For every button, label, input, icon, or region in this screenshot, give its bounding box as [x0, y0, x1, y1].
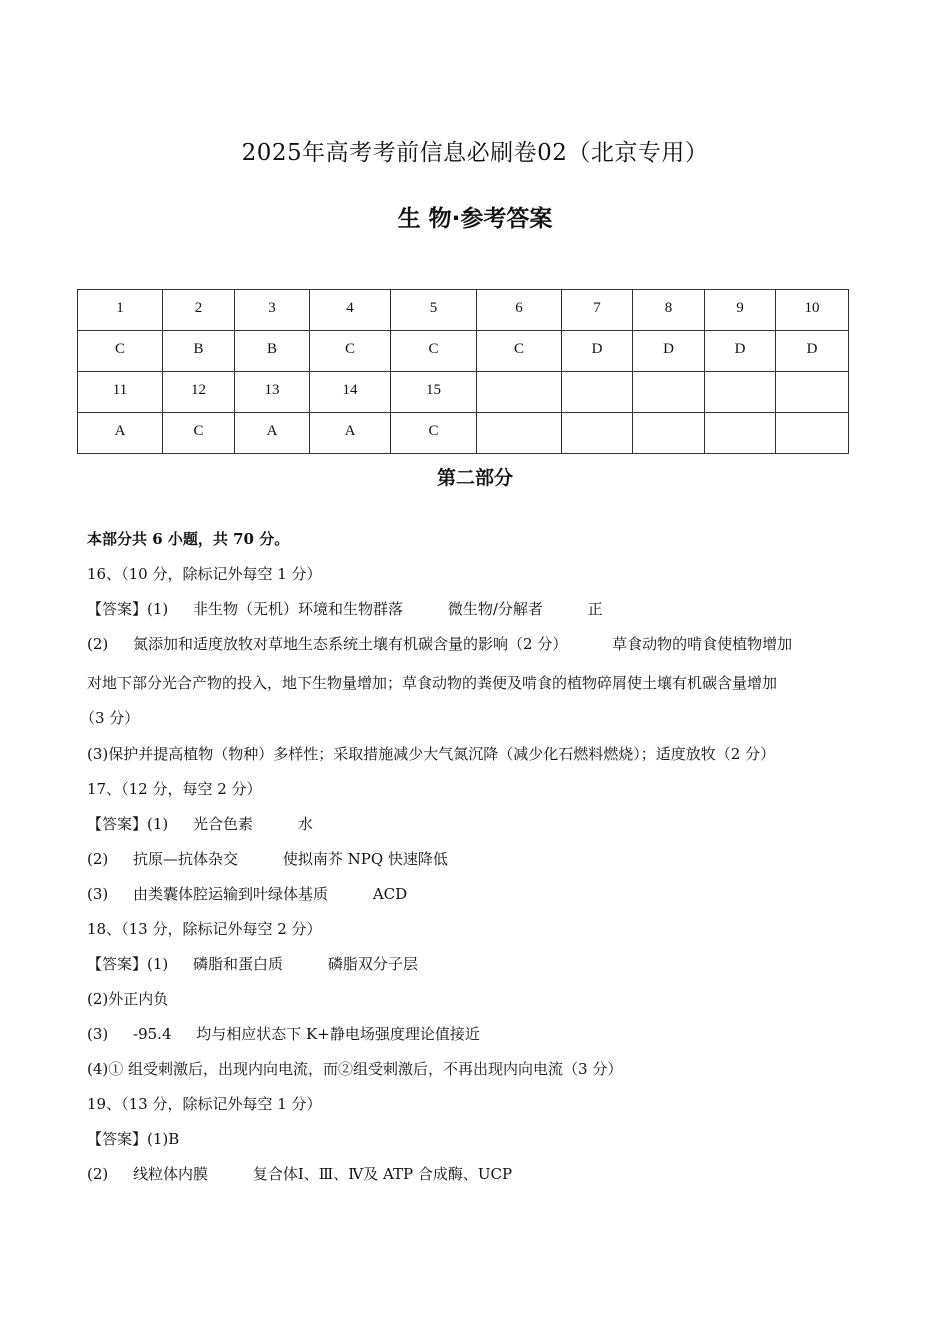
q17-answer-1b: 水	[297, 815, 313, 833]
q18-answer-1b: 磷脂双分子层	[327, 955, 418, 973]
answer-row	[78, 331, 849, 372]
question-number-cell: 2	[163, 290, 235, 331]
q16-line5: (3)保护并提高植物（物种）多样性；采取措施减少大气氮沉降（减少化石燃料燃烧）；适度放牧（2 分）	[87, 745, 776, 763]
q17-answer-2-label: (2)	[87, 850, 109, 868]
q17-answer-2a: 抗原—抗体杂交	[133, 850, 239, 868]
answer-cell: D	[705, 331, 776, 372]
q18-line1	[87, 953, 877, 975]
answer-cell	[477, 413, 562, 454]
q17-answer-3a: 由类囊体腔运输到叶绿体基质	[133, 885, 329, 903]
question-number-cell: 10	[776, 290, 849, 331]
question-number-cell: 9	[705, 290, 776, 331]
q18-header: 18、（13 分，除标记外每空 2 分）	[87, 920, 322, 938]
question-number-cell: 14	[310, 372, 391, 413]
document-title: 2025年高考考前信息必刷卷02（北京专用）	[241, 140, 709, 166]
q16-answer-1a: 非生物（无机）环境和生物群落	[193, 600, 404, 618]
q17-line1	[87, 813, 877, 835]
question-number-cell: 4	[310, 290, 391, 331]
question-number-row	[78, 372, 849, 413]
answer-cell: C	[78, 331, 163, 372]
q17-answer-3b: ACD	[372, 885, 408, 903]
question-number-cell: 13	[235, 372, 310, 413]
answer-row	[78, 413, 849, 454]
part-intro: 本部分共 6 小题，共 70 分。	[87, 530, 290, 548]
q16-answer-2a: 氮添加和适度放牧对草地生态系统土壤有机碳含量的影响（2 分）	[133, 635, 568, 653]
answer-cell: B	[235, 331, 310, 372]
q16-line3: 对地下部分光合产物的投入，地下生物量增加；草食动物的粪便及啃食的植物碎屑使土壤有机碳含量增加	[87, 674, 778, 692]
answer-cell: C	[391, 331, 477, 372]
q18-answer-1a: 磷脂和蛋白质	[193, 955, 284, 973]
q16-answer-2b: 草食动物的啃食使植物增加	[612, 635, 793, 653]
question-number-cell: 6	[477, 290, 562, 331]
q17-answer-1a: 光合色素	[193, 815, 254, 833]
question-number-cell: 12	[163, 372, 235, 413]
question-number-cell: 11	[78, 372, 163, 413]
q17-header: 17、（12 分，每空 2 分）	[87, 780, 262, 798]
answer-cell: D	[633, 331, 705, 372]
question-number-cell: 7	[562, 290, 633, 331]
q18-answer-label: 【答案】(1)	[87, 955, 169, 973]
answer-table	[77, 289, 849, 454]
question-number-cell	[633, 372, 705, 413]
q16-answer-2-label: (2)	[87, 635, 109, 653]
question-number-row	[78, 290, 849, 331]
q16-line2	[87, 633, 877, 655]
q18-answer-3b: 均与相应状态下 K+静电场强度理论值接近	[196, 1025, 480, 1043]
answer-cell	[705, 413, 776, 454]
q16-answer-1b: 微生物/分解者	[447, 600, 543, 618]
q16-line1	[87, 598, 877, 620]
answer-cell: C	[163, 413, 235, 454]
question-number-cell: 15	[391, 372, 477, 413]
answer-cell	[776, 413, 849, 454]
q19-header: 19、（13 分，除标记外每空 1 分）	[87, 1095, 322, 1113]
answer-cell: D	[562, 331, 633, 372]
q17-answer-2b: 使拟南芥 NPQ 快速降低	[282, 850, 448, 868]
question-number-cell: 3	[235, 290, 310, 331]
answer-table-body	[78, 290, 849, 454]
question-number-cell	[776, 372, 849, 413]
q17-line3	[87, 883, 877, 905]
q17-answer-label: 【答案】(1)	[87, 815, 169, 833]
q16-answer-label: 【答案】(1)	[87, 600, 169, 618]
answer-cell: C	[477, 331, 562, 372]
answer-cell	[633, 413, 705, 454]
question-number-cell: 8	[633, 290, 705, 331]
section-heading: 第二部分	[436, 467, 513, 489]
question-number-cell: 5	[391, 290, 477, 331]
document-subtitle: 生 物·参考答案	[397, 206, 553, 232]
q19-line1: 【答案】(1)B	[87, 1130, 180, 1148]
q16-answer-1c: 正	[587, 600, 603, 618]
q18-line3	[87, 1023, 877, 1045]
q19-answer-2b: 复合体Ⅰ、Ⅲ、Ⅳ及 ATP 合成酶、UCP	[252, 1165, 513, 1183]
answer-cell: D	[776, 331, 849, 372]
q18-line2: (2)外正内负	[87, 990, 169, 1008]
question-number-cell: 1	[78, 290, 163, 331]
q19-line2	[87, 1163, 877, 1185]
answer-cell: A	[310, 413, 391, 454]
q18-answer-3-label: (3)	[87, 1025, 109, 1043]
answer-cell	[562, 413, 633, 454]
q17-line2	[87, 848, 877, 870]
question-number-cell	[705, 372, 776, 413]
q16-header: 16、（10 分，除标记外每空 1 分）	[87, 565, 322, 583]
answer-cell: A	[235, 413, 310, 454]
q19-answer-2-label: (2)	[87, 1165, 109, 1183]
answer-cell: C	[310, 331, 391, 372]
question-number-cell	[477, 372, 562, 413]
q16-line4: （3 分）	[80, 709, 140, 727]
q17-answer-3-label: (3)	[87, 885, 109, 903]
q18-line4: (4)① 组受刺激后，出现内向电流，而②组受刺激后，不再出现内向电流（3 分）	[87, 1060, 623, 1078]
question-number-cell	[562, 372, 633, 413]
answer-cell: A	[78, 413, 163, 454]
q19-answer-2a: 线粒体内膜	[133, 1165, 209, 1183]
q18-answer-3a: -95.4	[133, 1025, 172, 1043]
answer-cell: B	[163, 331, 235, 372]
answer-cell: C	[391, 413, 477, 454]
